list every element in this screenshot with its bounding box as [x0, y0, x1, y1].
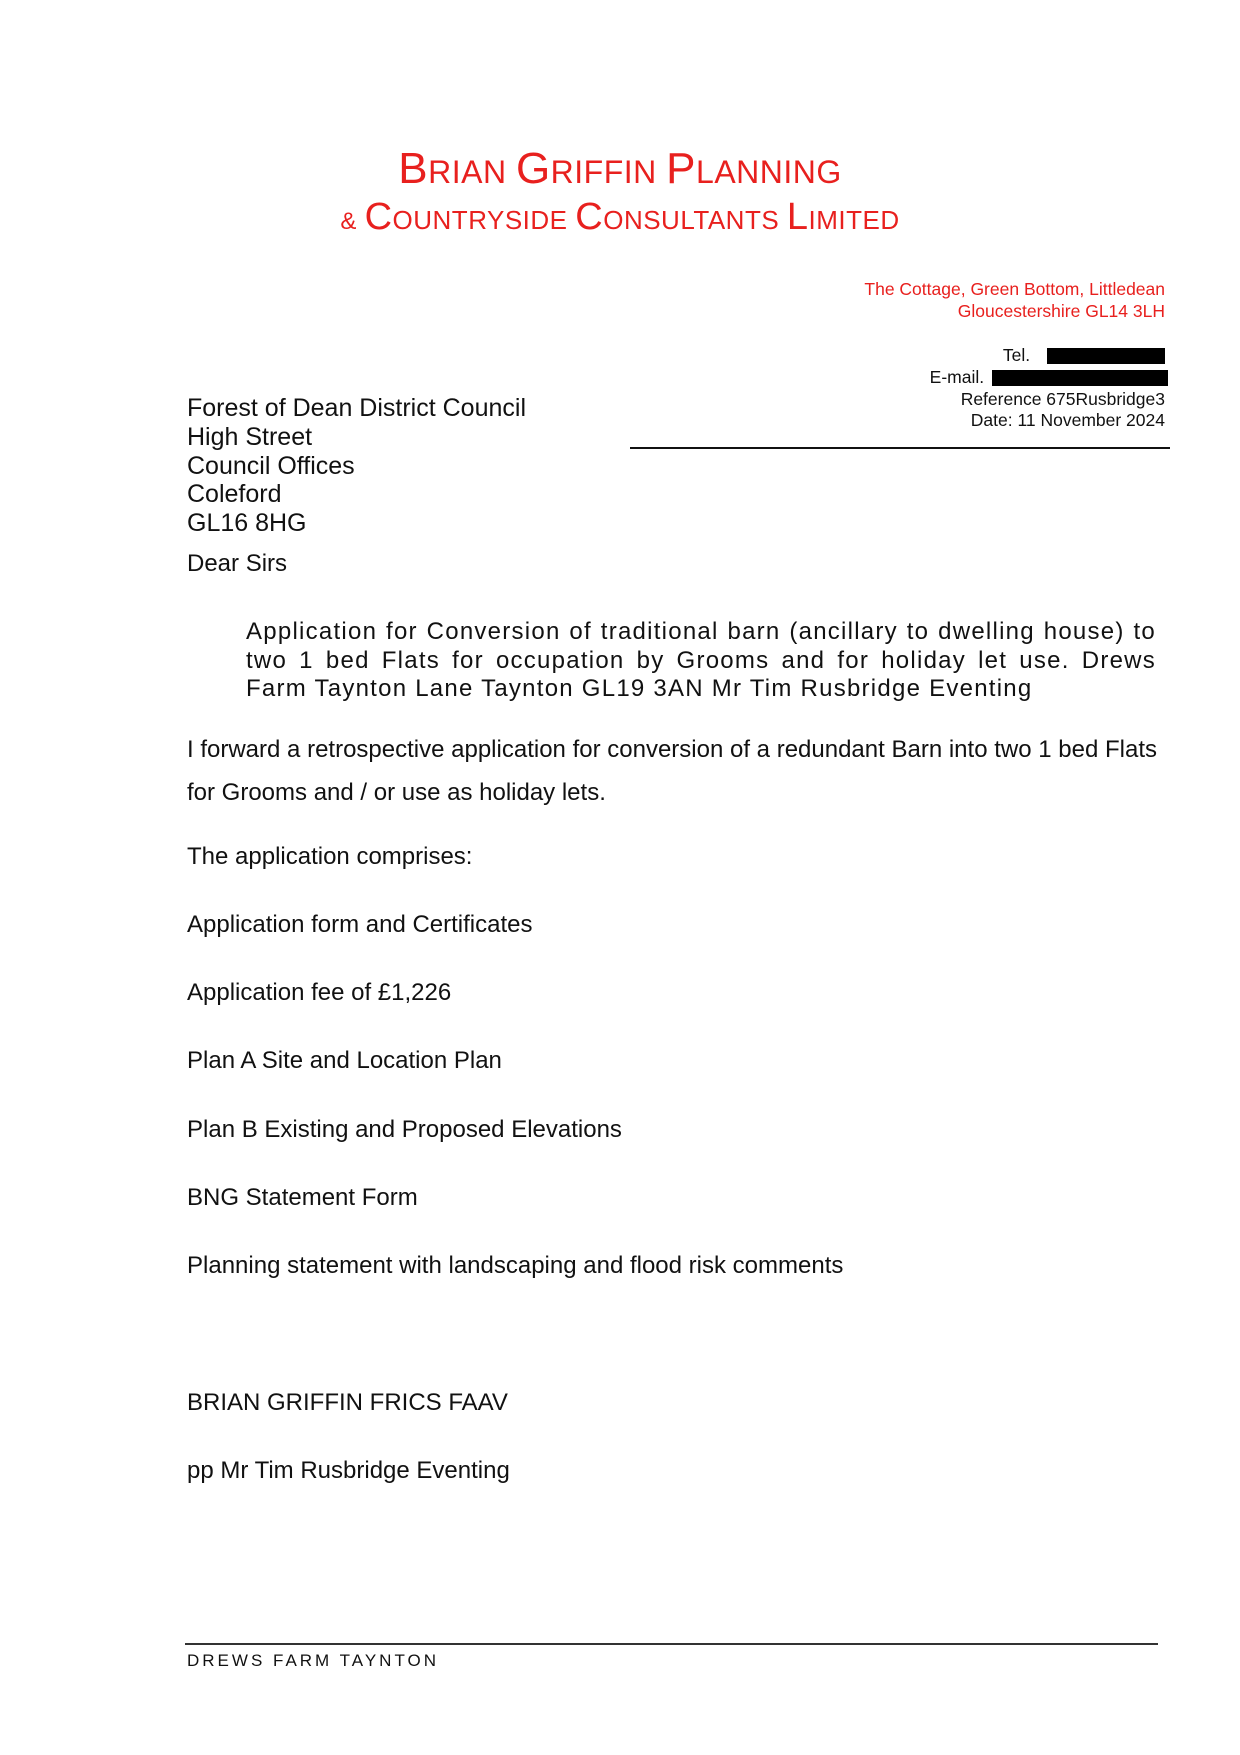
- company-name-line2: [0, 196, 1240, 239]
- footer-divider: [185, 1643, 1158, 1645]
- email-row: [930, 367, 1168, 388]
- signatory: BRIAN GRIFFIN FRICS FAAV: [187, 1389, 508, 1416]
- per-pro-line: pp Mr Tim Rusbridge Eventing: [187, 1457, 510, 1484]
- letter-date: Date: 11 November 2024: [970, 410, 1165, 430]
- ampersand: &: [340, 208, 357, 235]
- word-initial: C: [575, 196, 604, 238]
- salutation: Dear Sirs: [187, 550, 288, 577]
- enclosure-item: Application form and Certificates: [187, 911, 533, 938]
- recipient-line: High Street: [187, 423, 313, 451]
- word-initial: B: [398, 144, 429, 193]
- company-address-line1: The Cottage, Green Bottom, Littledean: [864, 279, 1165, 299]
- word-initial: C: [364, 196, 393, 238]
- word-initial: P: [666, 144, 697, 193]
- enclosure-item: Planning statement with landscaping and flood risk comments: [187, 1252, 844, 1279]
- company-address-line2: Gloucestershire GL14 3LH: [957, 301, 1165, 321]
- subject-heading: Application for Conversion of traditional barn (ancillary to dwelling house) to two 1 bed Flats for occupation by Grooms and for holiday let use. Drews Farm Taynton Lane Taynton GL19 3AN Mr Tim Rusbridge Eventing: [246, 618, 1156, 702]
- word-initial: L: [786, 196, 809, 238]
- reference: Reference 675Rusbridge3: [960, 389, 1165, 409]
- company-name-line1: [0, 144, 1240, 194]
- word-rest: RIFFIN: [550, 154, 657, 190]
- word-rest: RIAN: [428, 154, 507, 190]
- header-divider: [630, 447, 1170, 449]
- word-rest: LANNING: [696, 154, 842, 190]
- word-initial: G: [515, 144, 551, 193]
- enclosure-item: Plan A Site and Location Plan: [187, 1047, 502, 1074]
- redaction-bar: [992, 370, 1168, 386]
- word-rest: IMITED: [808, 205, 900, 235]
- telephone-row: [1003, 345, 1165, 366]
- recipient-line: Council Offices: [187, 452, 355, 480]
- enclosure-item: Plan B Existing and Proposed Elevations: [187, 1116, 622, 1143]
- enclosure-item: BNG Statement Form: [187, 1184, 418, 1211]
- comprises-heading: The application comprises:: [187, 843, 473, 870]
- recipient-line: GL16 8HG: [187, 509, 307, 537]
- email-label: E-mail.: [929, 367, 985, 387]
- enclosure-item: Application fee of £1,226: [187, 979, 452, 1006]
- footer-text: DREWS FARM TAYNTON: [187, 1651, 440, 1670]
- tel-label: Tel.: [1002, 345, 1031, 365]
- recipient-line: Forest of Dean District Council: [187, 394, 527, 422]
- redaction-bar: [1047, 348, 1165, 364]
- word-rest: OUNTRYSIDE: [392, 205, 568, 235]
- word-rest: ONSULTANTS: [603, 205, 780, 235]
- intro-paragraph: I forward a retrospective application for conversion of a redundant Barn into two 1 bed Flats for Grooms and / or use as holiday lets.: [187, 736, 1157, 806]
- recipient-line: Coleford: [187, 480, 282, 508]
